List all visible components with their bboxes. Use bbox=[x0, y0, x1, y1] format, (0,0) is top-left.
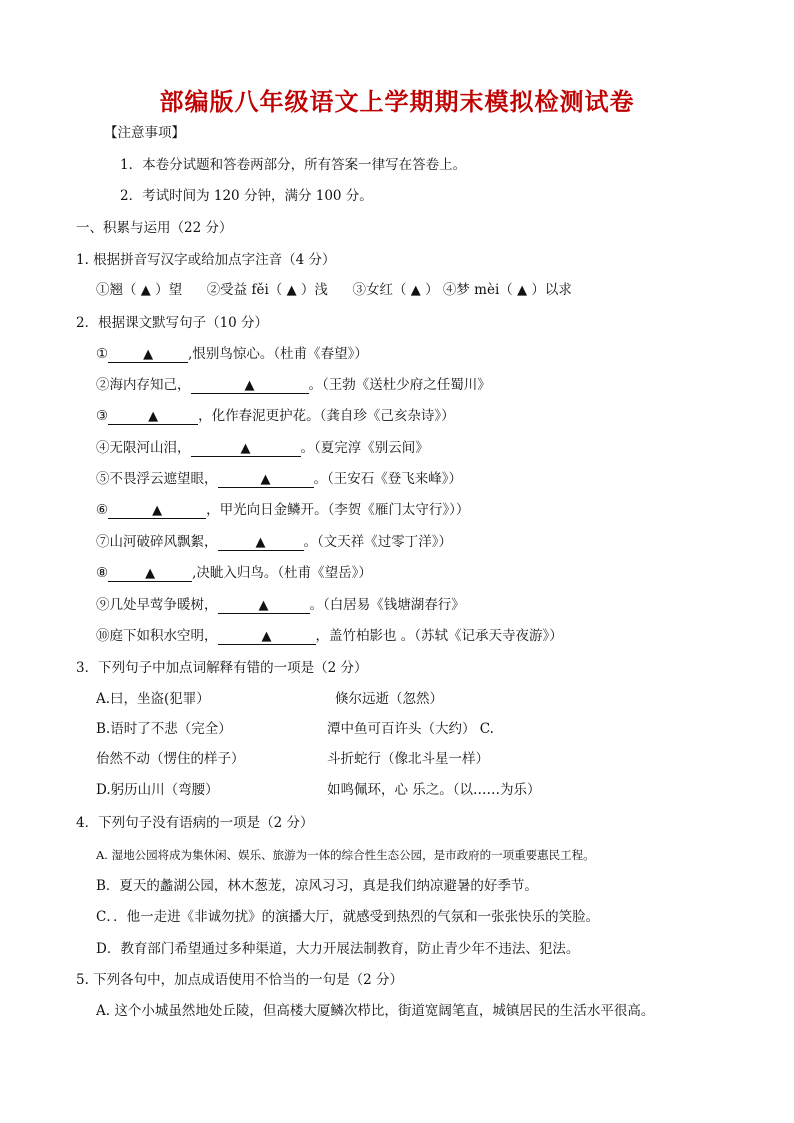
q3-option-d-1: D.躬历山川（弯腰） bbox=[96, 782, 219, 798]
q3-option-b-2: 潭中鱼可百许头（大约） C. bbox=[327, 721, 494, 737]
q1-item-2: ②受益 fěi（ ▲ ）浅 bbox=[206, 282, 328, 298]
q2-line-2: ②海内存知己， ▲ 。（王勃《送杜少府之任蜀川》 bbox=[96, 377, 491, 393]
q1-item-4: ④梦 mèi（ ▲ ）以求 bbox=[442, 282, 572, 298]
q2-stem: 2．根据课文默写句子（10 分） bbox=[76, 315, 269, 331]
q3-option-c-2: 斗折蛇行（像北斗星一样） bbox=[327, 751, 489, 767]
q2-line-5: ⑤不畏浮云遮望眼， ▲ 。（王安石《登飞来峰》） bbox=[96, 471, 462, 487]
q5-stem: 5. 下列各句中，加点成语使用不恰当的一句是（2 分） bbox=[76, 972, 404, 988]
notice-item-1: 1．本卷分试题和答卷两部分，所有答案一律写在答卷上。 bbox=[120, 157, 467, 173]
q3-option-b-1: B.语时了不悲（完全） bbox=[96, 721, 232, 737]
notice-item-2: 2．考试时间为 120 分钟，满分 100 分。 bbox=[120, 188, 373, 204]
page-title: 部编版八年级语文上学期期末模拟检测试卷 bbox=[159, 88, 635, 116]
q5-option-a: A. 这个小城虽然地处丘陵，但高楼大厦鳞次栉比，街道宽阔笔直，城镇居民的生活水平很高。 bbox=[96, 1003, 655, 1019]
q2-line-7: ⑦山河破碎风飘絮， ▲ 。（文天祥《过零丁洋》） bbox=[96, 534, 452, 550]
q3-option-d-2: 如鸣佩环，心 乐之。（以……为乐） bbox=[327, 782, 541, 798]
q1-item-1: ①翘（ ▲ ）望 bbox=[96, 282, 183, 298]
q4-option-a: A. 湿地公园将成为集休闲、娱乐、旅游为一体的综合性生态公园，是市政府的一项重要惠民工程。 bbox=[96, 848, 595, 862]
q3-stem: 3．下列句子中加点词解释有错的一项是（2 分） bbox=[76, 660, 368, 676]
q1-stem: 1. 根据拼音写汉字或给加点字注音（4 分） bbox=[76, 252, 336, 268]
q2-line-4: ④无限河山泪， ▲ 。（夏完淳《别云间》 bbox=[96, 440, 429, 456]
q2-line-1: ① ▲ ,恨别鸟惊心。（杜甫《春望》） bbox=[96, 346, 368, 362]
q4-stem: 4．下列句子没有语病的一项是（2 分） bbox=[76, 815, 314, 831]
q3-option-a-2: 倏尔远逝（忽然） bbox=[335, 691, 443, 707]
notice-heading: 【注意事项】 bbox=[104, 125, 185, 141]
q1-items bbox=[96, 280, 572, 301]
q4-option-c: C．．他一走进《非诚勿扰》的演播大厅，就感受到热烈的气氛和一张张快乐的笑脸。 bbox=[96, 909, 600, 925]
q2-line-3: ③ ▲ ，化作春泥更护花。（龚自珍《己亥杂诗》） bbox=[96, 408, 455, 424]
q2-line-9: ⑨几处早莺争暖树， ▲ 。（白居易《钱塘湖春行》 bbox=[96, 597, 465, 613]
section-1-heading: 一、积累与运用（22 分） bbox=[76, 220, 233, 236]
q2-line-6: ⑥ ▲ ，甲光向日金鳞开。（李贺《雁门太守行》）） bbox=[96, 502, 470, 518]
q2-line-10: ⑩庭下如积水空明， ▲ ，盖竹柏影也 。（苏轼《记承天寺夜游》） bbox=[96, 628, 563, 644]
q2-line-8: ⑧ ▲ ,决眦入归鸟。（杜甫《望岳》） bbox=[96, 565, 372, 581]
q3-option-a-1: A.曰，坐盗(犯罪） bbox=[96, 691, 210, 707]
q4-option-b: B．夏天的蠡湖公园，林木葱茏，凉风习习，真是我们纳凉避暑的好季节。 bbox=[96, 878, 538, 894]
q4-option-d: D．教育部门希望通过多种渠道，大力开展法制教育，防止青少年不违法、犯法。 bbox=[96, 941, 580, 957]
q1-item-3: ③女红（ ▲ ） bbox=[352, 282, 439, 298]
q3-option-c-1: 佁然不动（愣住的样子） bbox=[96, 751, 245, 767]
